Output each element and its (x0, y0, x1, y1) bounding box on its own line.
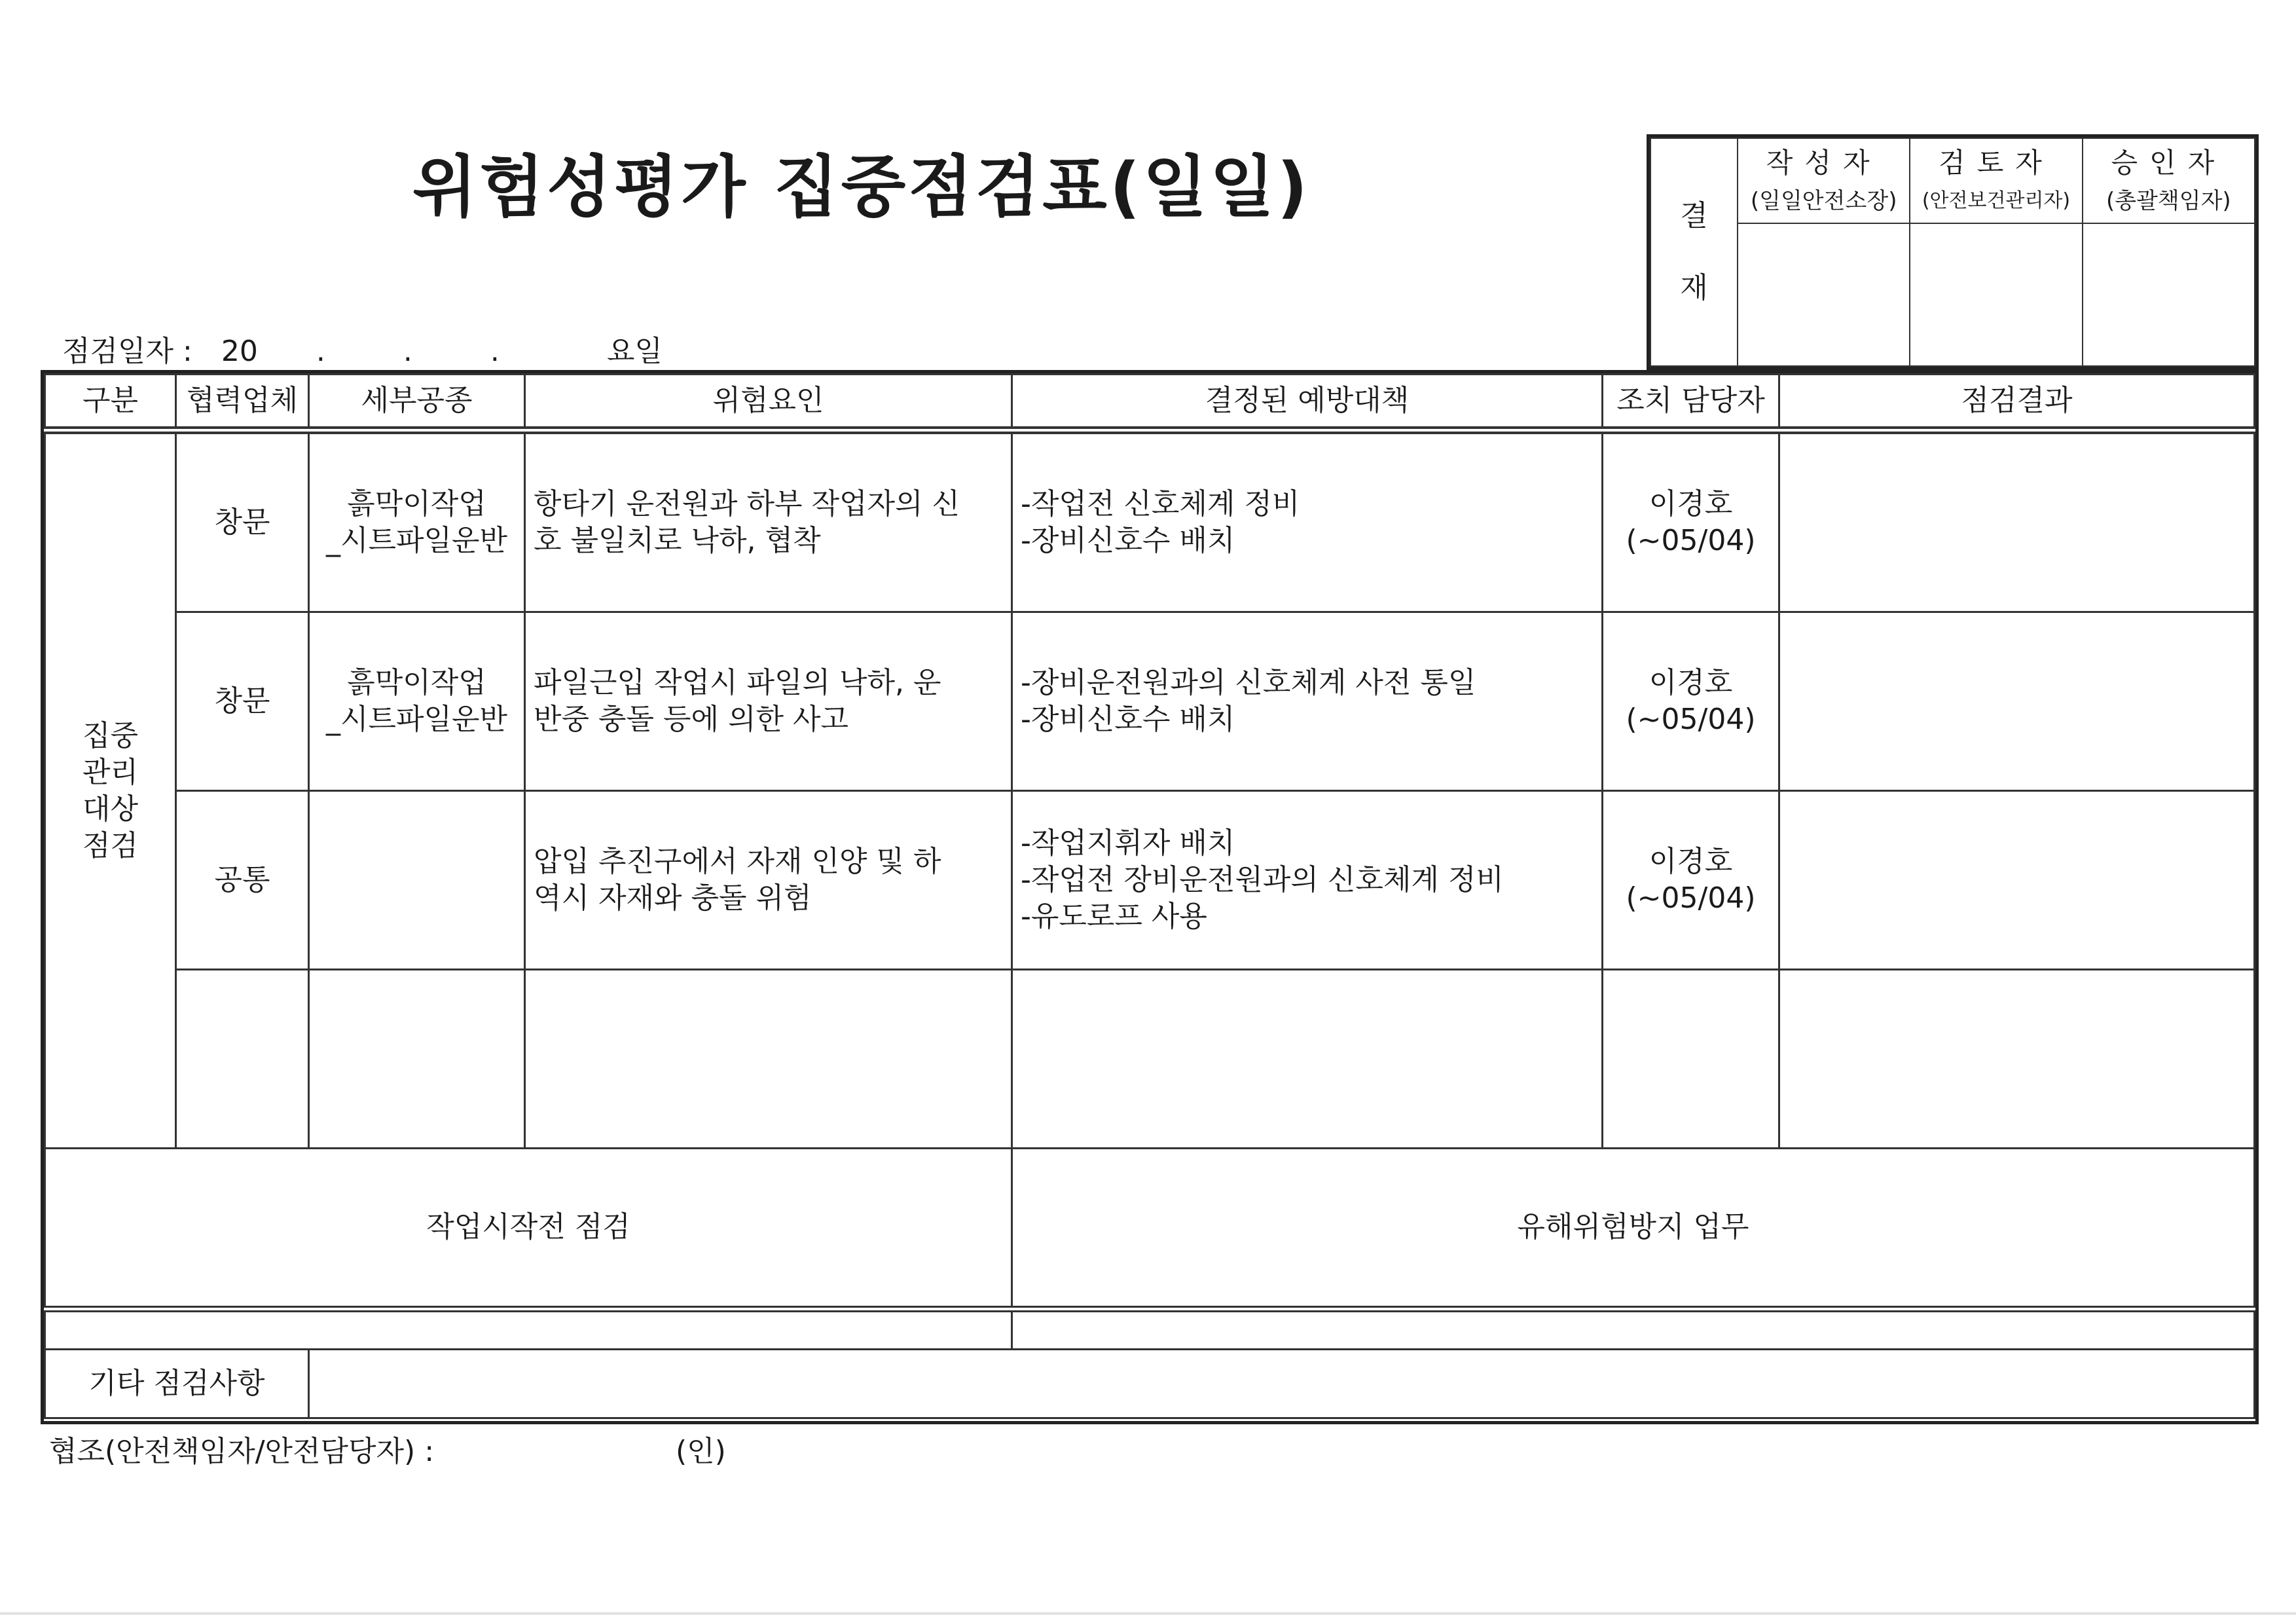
pre-work-check-label: 작업시작전 점검 (45, 1149, 1012, 1309)
risk-line: 압입 추진구에서 자재 인양 및 하 (534, 845, 941, 878)
work-type-cell[interactable] (309, 970, 525, 1149)
approval-sub: (총괄책임자) (2105, 188, 2231, 214)
manager-due: (~05/04) (1626, 881, 1756, 915)
work-type-line: 흙막이작업 (347, 666, 486, 699)
manager-name: 이경호 (1649, 487, 1733, 521)
pre-work-check-input[interactable] (45, 1309, 1012, 1350)
date-label: 점검일자 : (62, 335, 192, 368)
risk-cell (525, 430, 1012, 612)
header-risk: 위험요인 (525, 375, 1012, 431)
risk-line: 반중 충돌 등에 의한 사고 (534, 703, 848, 736)
category-text: 점검 (82, 828, 138, 862)
manager-name: 이경호 (1649, 845, 1733, 878)
approval-role: 검토자 (1939, 147, 2054, 179)
risk-line: 호 불일치로 낙하, 협착 (534, 524, 821, 557)
approval-writer-header (1738, 138, 1910, 223)
manager-due: (~05/04) (1626, 524, 1756, 557)
measure-line: -작업지휘자 배치 (1021, 826, 1235, 860)
result-cell[interactable] (1779, 970, 2255, 1149)
company-cell: 창문 (176, 612, 309, 791)
manager-cell (1603, 612, 1779, 791)
category-cell (45, 430, 176, 1149)
seal-mark: (인) (676, 1435, 726, 1468)
work-type-cell (309, 430, 525, 612)
manager-due: (~05/04) (1626, 703, 1756, 736)
table-row (45, 612, 2255, 791)
section-header-row (45, 1149, 2255, 1309)
date-weekday: 요일 (606, 335, 663, 368)
work-type-line: _시트파일운반 (325, 524, 508, 557)
risk-cell[interactable] (525, 970, 1012, 1149)
work-type-line: _시트파일운반 (325, 703, 508, 736)
risk-line: 역시 자재와 충돌 위험 (534, 881, 812, 915)
risk-cell (525, 791, 1012, 970)
date-dot: . (403, 335, 412, 368)
approval-writer-sign[interactable] (1738, 223, 1910, 366)
result-cell[interactable] (1779, 612, 2255, 791)
header-company: 협력업체 (176, 375, 309, 431)
table-row (45, 791, 2255, 970)
header-category: 구분 (45, 375, 176, 431)
measure-line: -장비신호수 배치 (1021, 703, 1235, 736)
result-cell[interactable] (1779, 430, 2255, 612)
work-type-cell (309, 612, 525, 791)
table-row (45, 430, 2255, 612)
header-result: 점검결과 (1779, 375, 2255, 431)
date-dot: . (316, 335, 325, 368)
header-work-type: 세부공종 (309, 375, 525, 431)
other-items-label: 기타 점검사항 (45, 1350, 309, 1418)
manager-cell[interactable] (1603, 970, 1779, 1149)
company-cell: 공통 (176, 791, 309, 970)
manager-name: 이경호 (1649, 666, 1733, 699)
measure-line: -유도로프 사용 (1021, 900, 1207, 933)
measure-line: -작업전 신호체계 정비 (1021, 487, 1300, 521)
approval-reviewer-header (1910, 138, 2082, 223)
measures-cell (1012, 791, 1603, 970)
header-measures: 결정된 예방대책 (1012, 375, 1603, 431)
table-row-empty (45, 970, 2255, 1149)
date-dot: . (490, 335, 500, 368)
header-manager: 조치 담당자 (1603, 375, 1779, 431)
manager-cell (1603, 791, 1779, 970)
approval-label-gyeol: 결 (1680, 199, 1708, 232)
risk-line: 파일근입 작업시 파일의 낙하, 운 (534, 666, 941, 699)
company-cell: 창문 (176, 430, 309, 612)
measure-line: -작업전 장비운전원과의 신호체계 정비 (1021, 863, 1504, 896)
manager-cell (1603, 430, 1779, 612)
approval-approver-sign[interactable] (2083, 223, 2255, 366)
approval-role: 작성자 (1766, 147, 1882, 179)
scan-edge-line (0, 1612, 2296, 1615)
approval-approver-header (2083, 138, 2255, 223)
measure-line: -장비운전원과의 신호체계 사전 통일 (1021, 666, 1476, 699)
work-type-cell (309, 791, 525, 970)
cooperation-label: 협조(안전책임자/안전담당자) : (49, 1435, 435, 1468)
hazard-prevention-input[interactable] (1012, 1309, 2255, 1350)
cooperation-line (49, 1428, 726, 1469)
table-header (45, 375, 2255, 431)
hazard-prevention-label: 유해위험방지 업무 (1012, 1149, 2255, 1309)
measures-cell[interactable] (1012, 970, 1603, 1149)
other-items-row (45, 1350, 2255, 1418)
inspection-date (62, 327, 663, 369)
document-title: 위험성평가 집중점검표(일일) (412, 149, 1311, 227)
other-items-input[interactable] (309, 1350, 2255, 1418)
result-cell[interactable] (1779, 791, 2255, 970)
category-text: 집중 (82, 718, 138, 752)
approval-box (1647, 134, 2259, 370)
approval-role: 승인자 (2111, 147, 2227, 179)
work-type-line: 흙막이작업 (347, 487, 486, 521)
measure-line: -장비신호수 배치 (1021, 524, 1235, 557)
measures-cell (1012, 612, 1603, 791)
risk-cell (525, 612, 1012, 791)
approval-sub: (일일안전소장) (1750, 188, 1897, 214)
approval-sub: (안전보건관리자) (1922, 189, 2071, 212)
category-text: 관리 (82, 755, 138, 789)
section-input-row (45, 1309, 2255, 1350)
measures-cell (1012, 430, 1603, 612)
company-cell[interactable] (176, 970, 309, 1149)
approval-reviewer-sign[interactable] (1910, 223, 2082, 366)
approval-label-jae: 재 (1680, 271, 1708, 304)
inspection-table (41, 370, 2259, 1424)
date-year-prefix: 20 (221, 335, 258, 368)
risk-line: 항타기 운전원과 하부 작업자의 신 (534, 487, 960, 521)
category-text: 대상 (82, 792, 138, 826)
approval-side-label (1650, 138, 1738, 366)
